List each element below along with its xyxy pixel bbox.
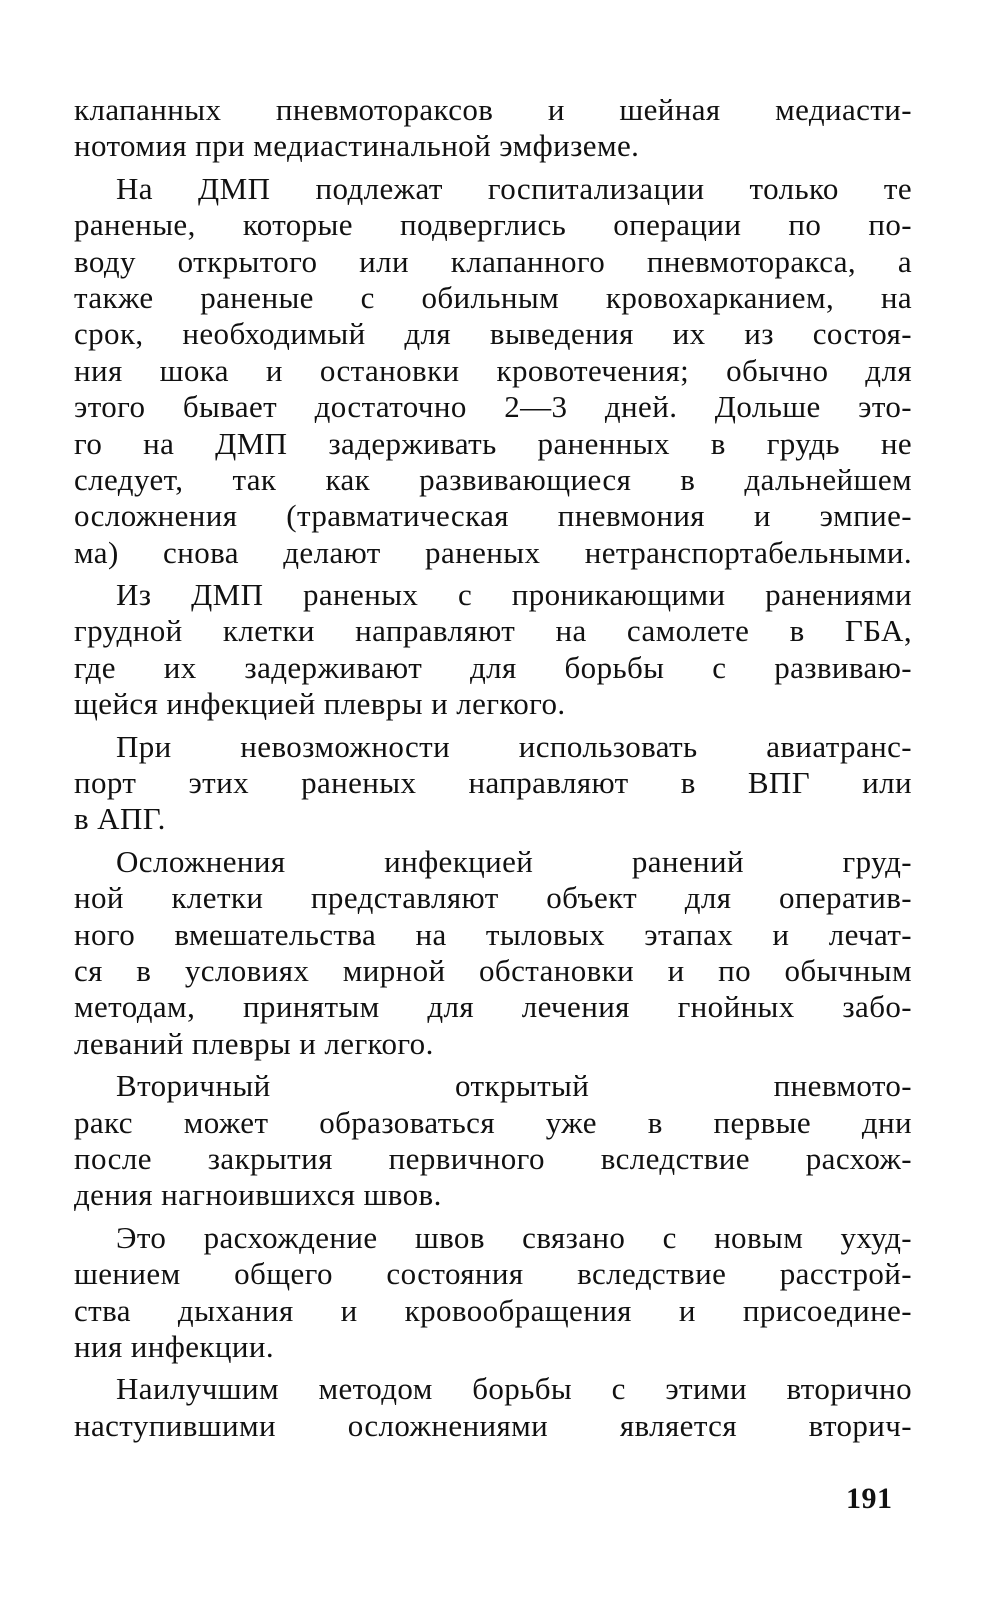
text-line: методам, принятым для лечения гнойных забо- [74, 989, 912, 1025]
text-line: При невозможности использовать авиатранс- [116, 728, 912, 764]
text-line: срок, необходимый для выведения их из состоя- [74, 316, 912, 352]
text-line: грудной клетки направляют на самолете в ГБА, [74, 613, 912, 649]
text-line: ма) снова делают раненых нетранспортабельными. [74, 534, 912, 570]
text-line: Из ДМП раненых с проникающими ранениями [116, 577, 912, 613]
text-line: в АПГ. [74, 801, 166, 837]
paragraph-7 [74, 1220, 912, 1366]
text-line: шением общего состояния вследствие расстрой- [74, 1256, 912, 1292]
text-line: клапанных пневмотораксов и шейная медиасти- [74, 92, 912, 127]
paragraph-4 [74, 729, 912, 838]
text-line: ракс может образоваться уже в первые дни [74, 1104, 912, 1140]
paragraph-6 [74, 1068, 912, 1214]
text-line: ной клетки представляют объект для оператив- [74, 880, 912, 916]
paragraph-8 [74, 1371, 912, 1444]
text-line: дения нагноившихся швов. [74, 1177, 442, 1213]
text-line: Вторичный открытый пневмото- [116, 1068, 912, 1104]
text-line: воду открытого или клапанного пневмоторакса, а [74, 243, 912, 279]
paragraph-2 [74, 171, 912, 571]
text-line: щейся инфекцией плевры и легкого. [74, 686, 566, 722]
text-line: ния шока и остановки кровотечения; обычно для [74, 352, 912, 388]
text-line: после закрытия первичного вследствие расхож- [74, 1140, 912, 1176]
text-line: Это расхождение швов связано с новым ухуд- [116, 1219, 912, 1255]
text-line: ства дыхания и кровообращения и присоедине- [74, 1292, 912, 1328]
text-line: Наилучшим методом борьбы с этими вторично [116, 1371, 912, 1407]
text-line: го на ДМП задерживать раненных в грудь не [74, 425, 912, 461]
text-line: порт этих раненых направляют в ВПГ или [74, 765, 912, 801]
paragraph-5 [74, 844, 912, 1062]
text-line: ся в условиях мирной обстановки и по обычным [74, 952, 912, 988]
paragraph-3 [74, 577, 912, 723]
page-body [74, 92, 912, 1450]
text-line: На ДМП подлежат госпитализации только те [116, 170, 912, 206]
text-line: ния инфекции. [74, 1328, 274, 1364]
text-line: следует, так как развивающиеся в дальнейшем [74, 461, 912, 497]
text-line: ного вмешательства на тыловых этапах и лечат- [74, 916, 912, 952]
text-line: где их задерживают для борьбы с развиваю- [74, 649, 912, 685]
text-line: леваний плевры и легкого. [74, 1025, 434, 1061]
page-number: 191 [846, 1482, 893, 1515]
text-line: Осложнения инфекцией ранений груд- [116, 843, 912, 879]
text-line: нотомия при медиастинальной эмфиземе. [74, 128, 640, 164]
text-line: этого бывает достаточно 2—3 дней. Дольше это- [74, 389, 912, 425]
text-line: раненые, которые подверглись операции по по- [74, 207, 912, 243]
paragraph-1 [74, 92, 912, 165]
text-line: осложнения (травматическая пневмония и эмпие- [74, 498, 912, 534]
text-line: наступившими осложнениями является вторич- [74, 1407, 912, 1443]
text-line: также раненые с обильным кровохарканием, на [74, 279, 912, 315]
